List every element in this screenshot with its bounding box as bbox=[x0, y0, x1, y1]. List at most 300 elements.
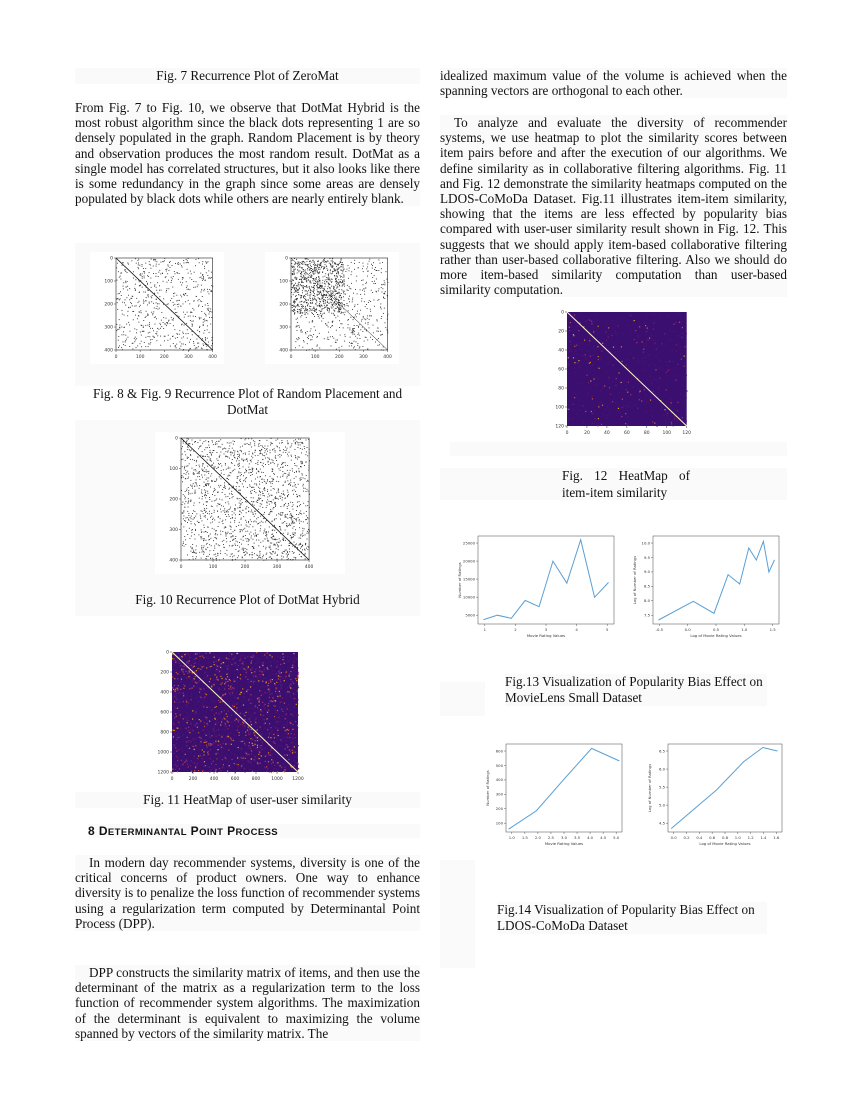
recurrence-dot bbox=[197, 521, 198, 522]
recurrence-dot bbox=[240, 493, 241, 494]
heatmap-cell bbox=[261, 749, 262, 750]
heatmap-cell bbox=[275, 679, 276, 680]
recurrence-dot bbox=[277, 466, 278, 467]
heatmap-cell bbox=[293, 712, 294, 713]
recurrence-dot bbox=[307, 531, 308, 532]
recurrence-dot bbox=[363, 317, 364, 318]
recurrence-dot bbox=[287, 534, 288, 535]
recurrence-dot bbox=[309, 465, 310, 466]
recurrence-dot bbox=[339, 327, 340, 328]
recurrence-dot bbox=[188, 490, 189, 491]
recurrence-dot bbox=[336, 293, 337, 294]
recurrence-dot bbox=[221, 473, 222, 474]
recurrence-dot bbox=[282, 553, 283, 554]
recurrence-dot bbox=[264, 487, 265, 488]
recurrence-dot bbox=[241, 525, 242, 526]
recurrence-dot bbox=[238, 490, 239, 491]
recurrence-dot bbox=[355, 336, 356, 337]
recurrence-dot bbox=[309, 494, 310, 495]
recurrence-dot bbox=[205, 515, 206, 516]
recurrence-dot bbox=[243, 475, 244, 476]
recurrence-dot bbox=[371, 273, 372, 274]
recurrence-dot bbox=[318, 260, 319, 261]
recurrence-dot bbox=[329, 284, 330, 285]
recurrence-dot bbox=[257, 500, 258, 501]
recurrence-dot bbox=[259, 555, 260, 556]
recurrence-dot bbox=[237, 483, 238, 484]
recurrence-dot bbox=[348, 310, 349, 311]
recurrence-dot bbox=[326, 262, 327, 263]
recurrence-dot bbox=[383, 346, 384, 347]
recurrence-dot bbox=[290, 484, 291, 485]
recurrence-dot bbox=[182, 279, 183, 280]
recurrence-dot bbox=[188, 500, 189, 501]
recurrence-dot bbox=[324, 260, 325, 261]
recurrence-dot bbox=[199, 479, 200, 480]
heatmap-cell bbox=[194, 745, 195, 746]
recurrence-dot bbox=[268, 541, 269, 542]
recurrence-dot bbox=[298, 439, 299, 440]
recurrence-dot bbox=[325, 323, 326, 324]
heatmap-cell bbox=[252, 667, 253, 668]
recurrence-dot bbox=[192, 468, 193, 469]
recurrence-dot bbox=[177, 333, 178, 334]
heatmap-cell bbox=[206, 745, 207, 746]
recurrence-dot bbox=[274, 520, 275, 521]
recurrence-dot bbox=[195, 348, 196, 349]
recurrence-dot bbox=[337, 269, 338, 270]
recurrence-dot bbox=[188, 498, 189, 499]
heatmap-cell bbox=[209, 758, 210, 759]
recurrence-dot bbox=[294, 449, 295, 450]
recurrence-dot bbox=[365, 288, 366, 289]
recurrence-dot bbox=[248, 511, 249, 512]
heatmap-cell bbox=[192, 762, 193, 763]
recurrence-dot bbox=[206, 549, 207, 550]
recurrence-dot bbox=[317, 336, 318, 337]
recurrence-dot bbox=[377, 320, 378, 321]
recurrence-dot bbox=[207, 466, 208, 467]
recurrence-dot bbox=[299, 309, 300, 310]
recurrence-dot bbox=[373, 332, 374, 333]
recurrence-dot bbox=[199, 472, 200, 473]
recurrence-dot bbox=[117, 309, 118, 310]
recurrence-dot bbox=[359, 338, 360, 339]
recurrence-dot bbox=[183, 260, 184, 261]
recurrence-dot bbox=[311, 262, 312, 263]
heatmap-cell bbox=[288, 661, 289, 662]
recurrence-dot bbox=[199, 326, 200, 327]
recurrence-dot bbox=[211, 345, 212, 346]
recurrence-dot bbox=[117, 263, 118, 264]
recurrence-dot bbox=[293, 305, 294, 306]
recurrence-dot bbox=[239, 454, 240, 455]
recurrence-dot bbox=[129, 299, 130, 300]
recurrence-dot bbox=[207, 493, 208, 494]
heatmap-cell bbox=[252, 743, 253, 744]
heatmap-cell bbox=[178, 706, 179, 707]
heatmap-cell bbox=[257, 729, 258, 730]
heatmap-cell bbox=[195, 766, 196, 767]
recurrence-dot bbox=[280, 470, 281, 471]
recurrence-dot bbox=[218, 460, 219, 461]
heatmap-cell bbox=[281, 745, 282, 746]
recurrence-dot bbox=[361, 301, 362, 302]
recurrence-dot bbox=[216, 560, 217, 561]
recurrence-dot bbox=[301, 279, 302, 280]
heatmap-cell bbox=[207, 720, 208, 721]
recurrence-dot bbox=[273, 499, 274, 500]
recurrence-dot bbox=[311, 268, 312, 269]
recurrence-dot bbox=[260, 516, 261, 517]
heatmap-cell bbox=[292, 729, 293, 730]
recurrence-dot bbox=[139, 285, 140, 286]
heatmap-cell bbox=[202, 706, 203, 707]
recurrence-dot bbox=[243, 540, 244, 541]
heatmap-cell bbox=[175, 660, 176, 661]
recurrence-dot bbox=[187, 534, 188, 535]
recurrence-dot bbox=[306, 310, 307, 311]
recurrence-dot bbox=[358, 267, 359, 268]
heatmap-cell bbox=[252, 739, 253, 740]
recurrence-dot bbox=[233, 444, 234, 445]
heatmap-cell bbox=[255, 718, 256, 719]
heatmap-cell bbox=[178, 765, 179, 766]
heatmap-cell bbox=[206, 727, 207, 728]
recurrence-dot bbox=[331, 313, 332, 314]
recurrence-dot bbox=[312, 321, 313, 322]
recurrence-dot bbox=[354, 328, 355, 329]
paragraph-dotmat-observation: From Fig. 7 to Fig. 10, we observe that DotMat Hybrid is the most robust algorithm since the black dots representing 1 are so densely populated in the graph. Random Placement is by theory and observation produces the most random result. DotMat as a single model has correlated structures, but it also looks like there is some redundancy in the graph since some areas are densely populated by black dots while others are nearly entirely blank. bbox=[75, 100, 420, 207]
recurrence-dot bbox=[210, 324, 211, 325]
heatmap-cell bbox=[290, 684, 291, 685]
recurrence-dot bbox=[152, 314, 153, 315]
recurrence-dot bbox=[144, 273, 145, 274]
heatmap-cell bbox=[198, 737, 199, 738]
recurrence-dot bbox=[136, 332, 137, 333]
recurrence-dot bbox=[118, 336, 119, 337]
recurrence-dot bbox=[370, 301, 371, 302]
recurrence-dot bbox=[172, 336, 173, 337]
recurrence-dot bbox=[282, 552, 283, 553]
recurrence-dot bbox=[373, 325, 374, 326]
heatmap-cell bbox=[257, 726, 258, 727]
recurrence-dot bbox=[200, 301, 201, 302]
recurrence-dot bbox=[332, 265, 333, 266]
recurrence-dot bbox=[234, 454, 235, 455]
heatmap-cell bbox=[253, 656, 254, 657]
recurrence-dot bbox=[198, 534, 199, 535]
heatmap-cell bbox=[226, 719, 227, 720]
heatmap-cell bbox=[183, 695, 184, 696]
recurrence-dot bbox=[193, 321, 194, 322]
recurrence-dot bbox=[319, 333, 320, 334]
recurrence-dot bbox=[326, 268, 327, 269]
heatmap-cell bbox=[247, 679, 248, 680]
recurrence-dot bbox=[363, 266, 364, 267]
recurrence-dot bbox=[187, 440, 188, 441]
recurrence-dot bbox=[253, 501, 254, 502]
heatmap-cell bbox=[226, 674, 227, 675]
heatmap-cell bbox=[211, 692, 212, 693]
recurrence-dot bbox=[206, 511, 207, 512]
recurrence-dot bbox=[215, 533, 216, 534]
recurrence-dot bbox=[153, 303, 154, 304]
recurrence-dot bbox=[369, 319, 370, 320]
recurrence-dot bbox=[147, 284, 148, 285]
recurrence-dot bbox=[354, 341, 355, 342]
heatmap-cell bbox=[206, 729, 207, 730]
recurrence-dot bbox=[159, 285, 160, 286]
recurrence-dot bbox=[150, 282, 151, 283]
recurrence-dot bbox=[303, 302, 304, 303]
recurrence-dot bbox=[234, 441, 235, 442]
recurrence-dot bbox=[286, 523, 287, 524]
heatmap-cell bbox=[190, 765, 191, 766]
heatmap-cell bbox=[251, 699, 252, 700]
heatmap-cell bbox=[274, 743, 275, 744]
recurrence-dot bbox=[262, 556, 263, 557]
recurrence-dot bbox=[329, 312, 330, 313]
recurrence-dot bbox=[121, 347, 122, 348]
heatmap-cell bbox=[264, 692, 265, 693]
recurrence-dot bbox=[295, 484, 296, 485]
recurrence-dot bbox=[317, 286, 318, 287]
recurrence-dot bbox=[307, 517, 308, 518]
recurrence-dot bbox=[313, 283, 314, 284]
recurrence-dot bbox=[134, 338, 135, 339]
recurrence-dot bbox=[211, 317, 212, 318]
recurrence-dot bbox=[308, 264, 309, 265]
recurrence-dot bbox=[171, 298, 172, 299]
recurrence-dot bbox=[249, 484, 250, 485]
recurrence-dot bbox=[251, 459, 252, 460]
recurrence-dot bbox=[127, 263, 128, 264]
recurrence-dot bbox=[305, 264, 306, 265]
recurrence-dot bbox=[378, 259, 379, 260]
recurrence-dot bbox=[249, 540, 250, 541]
recurrence-dot bbox=[234, 451, 235, 452]
heatmap-cell bbox=[291, 659, 292, 660]
heatmap-cell bbox=[173, 747, 174, 748]
recurrence-dot bbox=[267, 505, 268, 506]
recurrence-dot bbox=[305, 258, 306, 259]
recurrence-dot bbox=[257, 555, 258, 556]
heatmap-cell bbox=[210, 666, 211, 667]
recurrence-dot bbox=[298, 445, 299, 446]
recurrence-dot bbox=[230, 508, 231, 509]
recurrence-dot bbox=[232, 540, 233, 541]
recurrence-dot bbox=[178, 262, 179, 263]
recurrence-dot bbox=[311, 270, 312, 271]
heatmap-cell bbox=[181, 656, 182, 657]
heatmap-cell bbox=[298, 674, 299, 675]
recurrence-dot bbox=[276, 446, 277, 447]
recurrence-dot bbox=[212, 337, 213, 338]
recurrence-dot bbox=[226, 516, 227, 517]
recurrence-dot bbox=[289, 452, 290, 453]
recurrence-dot bbox=[244, 459, 245, 460]
recurrence-dot bbox=[199, 471, 200, 472]
heatmap-cell bbox=[225, 682, 226, 683]
recurrence-dot bbox=[271, 443, 272, 444]
recurrence-dot bbox=[231, 533, 232, 534]
recurrence-dot bbox=[352, 298, 353, 299]
recurrence-dot bbox=[188, 487, 189, 488]
recurrence-dot bbox=[209, 311, 210, 312]
recurrence-dot bbox=[150, 339, 151, 340]
recurrence-dot bbox=[254, 553, 255, 554]
heatmap-cell bbox=[294, 657, 295, 658]
recurrence-dot bbox=[324, 295, 325, 296]
heatmap-cell bbox=[264, 686, 265, 687]
recurrence-dot bbox=[246, 502, 247, 503]
recurrence-dot bbox=[172, 278, 173, 279]
recurrence-dot bbox=[349, 301, 350, 302]
recurrence-dot bbox=[242, 530, 243, 531]
recurrence-dot bbox=[337, 303, 338, 304]
recurrence-dot bbox=[306, 302, 307, 303]
recurrence-dot bbox=[305, 462, 306, 463]
recurrence-dot bbox=[339, 312, 340, 313]
recurrence-dot bbox=[199, 327, 200, 328]
recurrence-dot bbox=[238, 471, 239, 472]
recurrence-dot bbox=[250, 443, 251, 444]
recurrence-dot bbox=[167, 273, 168, 274]
heatmap-cell bbox=[242, 741, 243, 742]
recurrence-dot bbox=[375, 283, 376, 284]
heatmap-cell bbox=[238, 732, 239, 733]
recurrence-dot bbox=[314, 261, 315, 262]
heatmap-cell bbox=[286, 744, 287, 745]
recurrence-dot bbox=[169, 262, 170, 263]
recurrence-dot bbox=[203, 538, 204, 539]
y-tick-label: 300 bbox=[279, 325, 288, 331]
recurrence-dot bbox=[240, 490, 241, 491]
recurrence-dot bbox=[189, 303, 190, 304]
recurrence-dot bbox=[188, 503, 189, 504]
recurrence-dot bbox=[347, 289, 348, 290]
recurrence-dot bbox=[232, 459, 233, 460]
recurrence-dot bbox=[333, 261, 334, 262]
heatmap-cell bbox=[292, 752, 293, 753]
recurrence-dot bbox=[218, 526, 219, 527]
recurrence-dot bbox=[306, 278, 307, 279]
recurrence-dot bbox=[284, 504, 285, 505]
recurrence-dot bbox=[155, 316, 156, 317]
recurrence-dot bbox=[339, 263, 340, 264]
recurrence-dot bbox=[256, 492, 257, 493]
recurrence-dot bbox=[359, 348, 360, 349]
recurrence-dot bbox=[203, 325, 204, 326]
heatmap-cell bbox=[225, 755, 226, 756]
recurrence-dot bbox=[295, 457, 296, 458]
recurrence-dot bbox=[242, 446, 243, 447]
recurrence-dot bbox=[251, 537, 252, 538]
recurrence-dot bbox=[334, 262, 335, 263]
heatmap-cell bbox=[214, 718, 215, 719]
recurrence-dot bbox=[319, 348, 320, 349]
heatmap-cell bbox=[241, 664, 242, 665]
recurrence-dot bbox=[215, 466, 216, 467]
recurrence-dot bbox=[138, 264, 139, 265]
heatmap-cell bbox=[214, 682, 215, 683]
heatmap-cell bbox=[284, 767, 285, 768]
recurrence-dot bbox=[195, 441, 196, 442]
recurrence-dot bbox=[282, 523, 283, 524]
recurrence-dot bbox=[232, 511, 233, 512]
recurrence-dot bbox=[386, 271, 387, 272]
recurrence-dot bbox=[338, 265, 339, 266]
recurrence-dot bbox=[301, 315, 302, 316]
recurrence-dot bbox=[223, 547, 224, 548]
recurrence-dot bbox=[206, 495, 207, 496]
heatmap-cell bbox=[290, 751, 291, 752]
recurrence-dot bbox=[210, 522, 211, 523]
heatmap-cell bbox=[197, 668, 198, 669]
recurrence-dot bbox=[117, 298, 118, 299]
recurrence-dot bbox=[207, 303, 208, 304]
recurrence-dot bbox=[260, 553, 261, 554]
recurrence-dot bbox=[293, 440, 294, 441]
heatmap-cell bbox=[269, 691, 270, 692]
heatmap-cell bbox=[177, 735, 178, 736]
heatmap-cell bbox=[285, 715, 286, 716]
recurrence-dot bbox=[141, 325, 142, 326]
heatmap-cell bbox=[271, 735, 272, 736]
recurrence-dot bbox=[303, 503, 304, 504]
recurrence-dot bbox=[270, 445, 271, 446]
recurrence-dot bbox=[267, 481, 268, 482]
heatmap-cell bbox=[216, 677, 217, 678]
recurrence-dot bbox=[188, 316, 189, 317]
recurrence-dot bbox=[195, 490, 196, 491]
heatmap-cell bbox=[288, 675, 289, 676]
recurrence-dot bbox=[291, 292, 292, 293]
heatmap-cell bbox=[186, 712, 187, 713]
recurrence-dot bbox=[205, 494, 206, 495]
recurrence-dot bbox=[308, 277, 309, 278]
recurrence-dot bbox=[284, 495, 285, 496]
y-tick-label: 100 bbox=[279, 279, 288, 285]
recurrence-dot bbox=[307, 264, 308, 265]
heatmap-cell bbox=[272, 679, 273, 680]
recurrence-dot bbox=[272, 529, 273, 530]
heatmap-cell bbox=[284, 680, 285, 681]
recurrence-dot bbox=[210, 538, 211, 539]
x-tick-label: 400 bbox=[304, 565, 314, 570]
heatmap-cell bbox=[232, 687, 233, 688]
recurrence-dot bbox=[292, 274, 293, 275]
recurrence-dot bbox=[300, 496, 301, 497]
heatmap-cell bbox=[236, 707, 237, 708]
recurrence-dot bbox=[244, 528, 245, 529]
recurrence-dot bbox=[280, 467, 281, 468]
recurrence-dot bbox=[138, 322, 139, 323]
heatmap-cell bbox=[241, 748, 242, 749]
recurrence-dot bbox=[193, 550, 194, 551]
recurrence-dot bbox=[201, 277, 202, 278]
recurrence-dot bbox=[246, 512, 247, 513]
recurrence-dot bbox=[205, 344, 206, 345]
recurrence-dot bbox=[142, 273, 143, 274]
recurrence-dot bbox=[176, 347, 177, 348]
heatmap-cell bbox=[255, 770, 256, 771]
recurrence-dot bbox=[163, 298, 164, 299]
heatmap-cell bbox=[257, 762, 258, 763]
recurrence-dot bbox=[332, 258, 333, 259]
recurrence-dot bbox=[299, 505, 300, 506]
